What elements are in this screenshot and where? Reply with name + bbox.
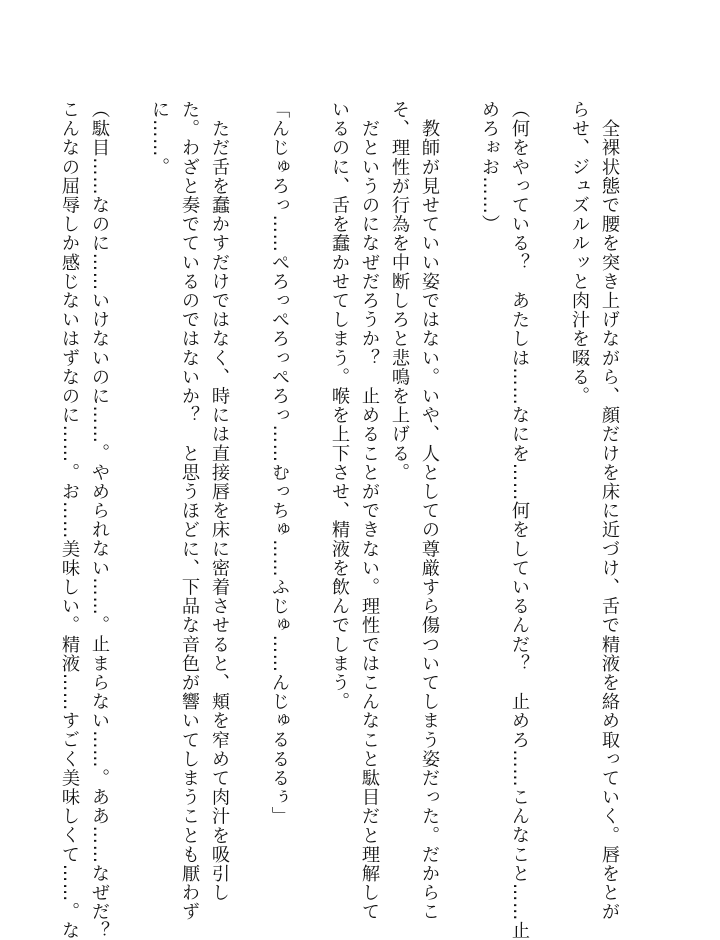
- text-line: ただ舌を蠢かすだけではなく、時には直接唇を床に密着させると、頬を窄めて肉汁を吸引し: [209, 100, 230, 903]
- text-line: た。わざと奏でているのではないか？ と思うほどに、下品な音色が響いてしまうことも厭わず: [179, 100, 200, 922]
- text-line: らせ、ジュズルルッと肉汁を啜る。: [569, 100, 590, 406]
- text-line: そ、理性が行為を中断しろと悲鳴を上げる。: [389, 100, 410, 482]
- text-line: 教師が見せていい姿ではない。いや、人としての尊厳すら傷ついてしまう姿だった。だからこ: [419, 100, 440, 922]
- blank-line: [294, 100, 324, 848]
- blank-line: [114, 100, 144, 848]
- text-line: 全裸状態で腰を突き上げながら、顔だけを床に近づけ、舌で精液を絡め取っていく。唇をとが: [599, 100, 620, 922]
- blank-line: [534, 100, 564, 848]
- text-line: めろぉお……）: [479, 100, 500, 234]
- text-line: に……。: [149, 100, 170, 177]
- blank-line: [444, 100, 474, 848]
- text-line: こんなの屈辱しか感じないはずなのに……。お……美味しい。精液……すごく美味しくて……。な: [59, 100, 80, 940]
- vertical-text-body: [54, 100, 624, 940]
- blank-line: [234, 100, 264, 848]
- dialogue-line: 「んじゅろっ……ぺろっぺろっぺろっ……むっちゅ……ふじゅ……んじゅるるるぅ」: [269, 100, 290, 826]
- text-line: だというのになぜだろうか？ 止めることができない。理性ではこんなこと駄目だと理解して: [359, 100, 380, 922]
- text-line: （駄目……なのに……いけないのに……。やめられない……。止まらない……。ああ……なぜだ？: [89, 100, 110, 940]
- text-line: いるのに、舌を蠢かせてしまう。喉を上下させ、精液を飲んでしまう。: [329, 100, 350, 712]
- text-line: （何をやっている？ あたしは……なにを……何をしているんだ？ 止めろ……こんなこと……止: [509, 100, 530, 940]
